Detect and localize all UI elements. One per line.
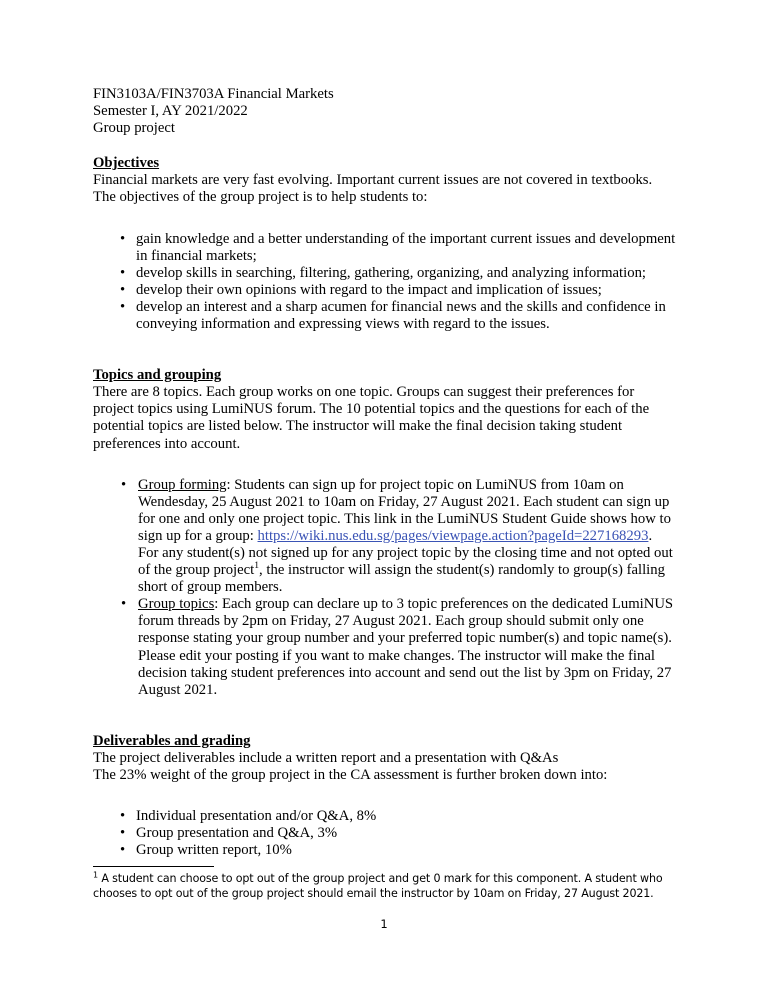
- deliverables-and-grading-heading: Deliverables and grading: [93, 732, 251, 749]
- deliverables-line-1: The project deliverables include a written report and a presentation with Q&As: [93, 749, 559, 766]
- topics-bullet-list: [93, 477, 676, 699]
- group-forming-text-after-link-part1: . For any student(s) not signed up for any project topic by the closing time and not opted out of the group project: [138, 527, 673, 579]
- footnote-area: [93, 866, 676, 901]
- topics-intro: There are 8 topics. Each group works on one topic. Groups can suggest their preferences for project topics using LumiNUS forum. The 10 potential topics and the questions for each of the potential topics are listed below. The instructor will make the final decision taking student preferences into account.: [93, 384, 650, 452]
- list-item: • develop skills in searching, filtering, gathering, organizing, and analyzing information;: [93, 265, 676, 282]
- page-number: 1: [380, 917, 388, 931]
- group-topics-label: Group topics: [138, 596, 215, 613]
- group-topics-text: : Each group can declare up to 3 topic preferences on the dedicated LumiNUS forum threads by 2pm on Friday, 27 August 2021. Each group should submit only one response stating your group number and your preferred topic number(s) and topic name(s). Please edit your posting if you want to make changes. The instructor will make the final decision taking student preferences into account and send out the list by 3pm on Friday, 27 August 2021.: [138, 596, 674, 698]
- list-item: • develop their own opinions with regard to the impact and implication of issues;: [93, 282, 676, 299]
- list-item: • Individual presentation and/or Q&A, 8%: [93, 808, 676, 825]
- assignment-type-line: Group project: [93, 120, 175, 137]
- footnote-separator-rule: [93, 866, 214, 867]
- list-item: • Group written report, 10%: [93, 842, 676, 859]
- spacer: [93, 137, 676, 154]
- spacer: [93, 453, 676, 477]
- objectives-bullet-list: [93, 231, 676, 334]
- deliverables-bullet-list: [93, 808, 676, 859]
- spacer: [93, 207, 676, 231]
- footnote-body: A student can choose to opt out of the group project and get 0 mark for this component. A student who chooses to opt out of the group project should email the instructor by 10am on Friday, 27 August 2021.: [93, 872, 663, 900]
- list-item: • develop an interest and a sharp acumen for financial news and the skills and confidence in conveying information and expressing views with regard to the issues.: [93, 299, 676, 333]
- objectives-heading-wrap: [93, 154, 676, 172]
- list-item: • gain knowledge and a better understanding of the important current issues and development in financial markets;: [93, 231, 676, 265]
- luminus-student-guide-link[interactable]: https://wiki.nus.edu.sg/pages/viewpage.action?pageId=227168293: [257, 527, 649, 544]
- group-forming-label: Group forming: [138, 476, 227, 493]
- semester-line: Semester I, AY 2021/2022: [93, 103, 248, 120]
- group-forming-text-after-link-part2: , the instructor will assign the student(s) randomly to group(s) falling short of group members.: [138, 562, 665, 596]
- course-code-line: FIN3103A/FIN3703A Financial Markets: [93, 86, 334, 102]
- list-item-group-forming: [93, 477, 676, 597]
- document-body: [93, 86, 676, 859]
- list-item-group-topics: [93, 596, 676, 699]
- footnote-text-wrap: [93, 871, 676, 901]
- footnote-number: 1: [93, 870, 98, 880]
- topics-and-grouping-heading: Topics and grouping: [93, 367, 222, 384]
- footnote-reference-marker[interactable]: 1: [254, 560, 260, 572]
- list-item: • Group presentation and Q&A, 3%: [93, 825, 676, 842]
- spacer: [93, 784, 676, 808]
- spacer: [93, 699, 676, 732]
- objectives-heading: Objectives: [93, 155, 160, 172]
- deliverables-heading-wrap: [93, 732, 676, 750]
- objectives-intro: Financial markets are very fast evolving. Important current issues are not covered in textbooks. The objectives of the group project is to help students to:: [93, 172, 653, 206]
- group-forming-text-before-link: : Students can sign up for project topic on LumiNUS from 10am on Wendesday, 25 August 2021 to 10am on Friday, 27 August 2021. Each student can sign up for one and only one project topic. This link in the LumiNUS Student Guide shows how to sign up for a group:: [138, 476, 671, 544]
- spacer: [93, 333, 676, 366]
- deliverables-line-2: The 23% weight of the group project in the CA assessment is further broken down into:: [93, 767, 608, 783]
- topics-heading-wrap: [93, 366, 676, 384]
